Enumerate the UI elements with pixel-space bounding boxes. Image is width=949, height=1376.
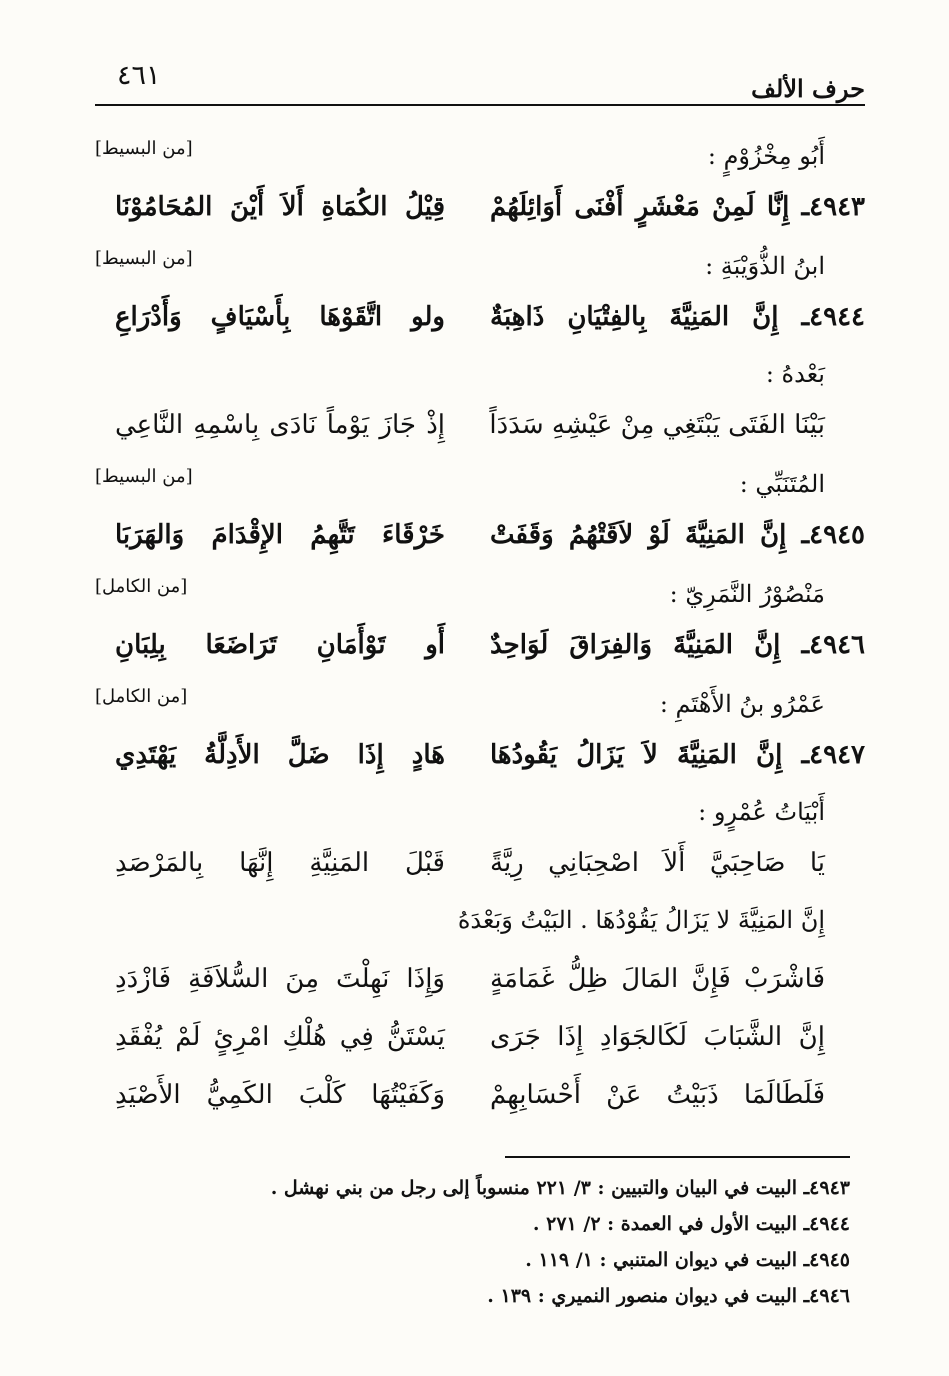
second-hemistich: وَكَفَيْتُهَا كَلْبَ الكَمِيُّ الأَصْيَدِ [115,1080,445,1110]
poet-heading [95,568,865,620]
footnote: ٤٩٤٦ـ البيت في ديوان منصور النميري : ١٣٩ . [487,1285,850,1307]
poet-name: ابنُ الذُّوَيْبَةِ : [705,252,825,280]
second-hemistich: أَو تَوْأَمَانِ تَرَاضَعَا بِلِبَانِ [115,630,445,660]
poet-name: أَبُو مِخْزُوْمٍ : [707,142,825,170]
first-hemistich: فَاشْرَبْ فَإِنَّ المَالَ ظِلُّ غَمَامَةٍ [490,964,825,994]
footnote: ٤٩٤٣ـ البيت في البيان والتبيين : ٣/ ٢٢١ منسوباً إلى رجل من بني نهشل . [270,1177,850,1199]
verse-line [95,620,865,678]
second-hemistich: هَادٍ إِذَا ضَلَّ الأَدِلَّةُ يَهْتَدِي [115,740,445,770]
verse-line [95,292,865,350]
footnote: ٤٩٤٤ـ البيت الأول في العمدة : ٢/ ٢٧١ . [532,1213,850,1235]
second-hemistich: وَإِذَا نَهِلْتَ مِنَ السُّلاَفَةِ فَازْدَدِ [115,964,445,994]
running-header [95,58,865,103]
verse-line [95,1070,865,1128]
verse-line [95,400,865,458]
meter-label: [من الكامل] [95,686,188,707]
first-hemistich: بَيْنَا الفَتَى يَبْتَغِي مِنْ عَيْشِهِ سَدَدَاً [489,410,825,440]
first-hemistich: فَلَطَالَمَا ذَبَيْتُ عَنْ أَحْسَابِهِمْ [490,1080,825,1110]
poet-name: عَمْرُو بنُ الأَهْتَمِ : [659,690,825,718]
meter-label: [من الكامل] [95,576,188,597]
poet-heading [95,678,865,730]
footnote-rule [505,1156,850,1158]
first-hemistich: ٤٩٤٥ـ إِنَّ المَنِيَّةَ لَوْ لاَقَتْهُمُ وَقَفَتْ [490,520,865,550]
footnote: ٤٩٤٥ـ البيت في ديوان المتنبي : ١/ ١١٩ . [525,1249,850,1271]
second-hemistich: ولو اتَّقَوْهَا بِأَسْيَافٍ وَأَدْرَاعِ [115,302,445,332]
prose-text: إِنَّ المَنِيَّةَ لا يَزَالُ يَقُوْدُهَا . البَيْتُ وَبَعْدَهُ [457,906,825,934]
prose-line [95,896,865,954]
verse-line [95,182,865,240]
section-label-text: بَعْدهُ : [765,360,825,388]
second-hemistich: يَسْتَنُّ فِي هُلْكِ امْرِئٍ لَمْ يُفْقَدِ [115,1022,445,1052]
first-hemistich: يَا صَاحِبَيَّ أَلاَ اصْحِبَانِي رِيَّةً [490,848,825,878]
footnotes [200,1170,850,1314]
second-hemistich: إِذْ جَازَ يَوْماً نَادَى بِاسْمِهِ النَّاعِي [115,410,445,440]
section-label [95,350,865,400]
chapter-title: حرف الألف [751,74,865,103]
poet-name: مَنْصُوْرُ النَّمَرِيّ : [669,580,825,608]
second-hemistich: قَبْلَ المَنِيَّةِ إِنَّهَا بِالمَرْصَدِ [115,848,445,878]
first-hemistich: إِنَّ الشَّبَابَ لَكَالجَوَادِ إِذَا جَرَى [490,1022,825,1052]
second-hemistich: قِيْلُ الكُمَاةِ أَلاَ أَيْنَ المُحَامُوْنَا [115,192,445,222]
poet-heading [95,240,865,292]
verse-body [95,130,865,1128]
header-rule [95,104,865,106]
section-label-text: أَبْيَاتُ عُمْرٍو : [698,798,825,826]
verse-line [95,1012,865,1070]
second-hemistich: خَرْقَاءَ تَتَّهِمُ الإِقْدَامَ وَالهَرَبَا [115,520,445,550]
poet-name: المُتَنَبِّي : [739,470,825,498]
verse-line [95,730,865,788]
meter-label: [من البسيط] [95,248,193,269]
verse-line [95,510,865,568]
section-label [95,788,865,838]
first-hemistich: ٤٩٤٦ـ إِنَّ المَنِيَّةَ وَالفِرَاقَ لَوَاحِدٌ [490,630,865,660]
meter-label: [من البسيط] [95,466,193,487]
verse-line [95,954,865,1012]
page-number: ٤٦١ [117,60,161,91]
first-hemistich: ٤٩٤٣ـ إِنَّا لَمِنْ مَعْشَرٍ أَفْنَى أَوَائِلَهُمْ [490,192,865,222]
poet-heading [95,458,865,510]
first-hemistich: ٤٩٤٧ـ إِنَّ المَنِيَّةَ لاَ يَزَالُ يَقُودُهَا [490,740,865,770]
meter-label: [من البسيط] [95,138,193,159]
verse-line [95,838,865,896]
first-hemistich: ٤٩٤٤ـ إِنَّ المَنِيَّةَ بِالفِتْيَانِ ذَاهِبَةٌ [490,302,865,332]
poet-heading [95,130,865,182]
